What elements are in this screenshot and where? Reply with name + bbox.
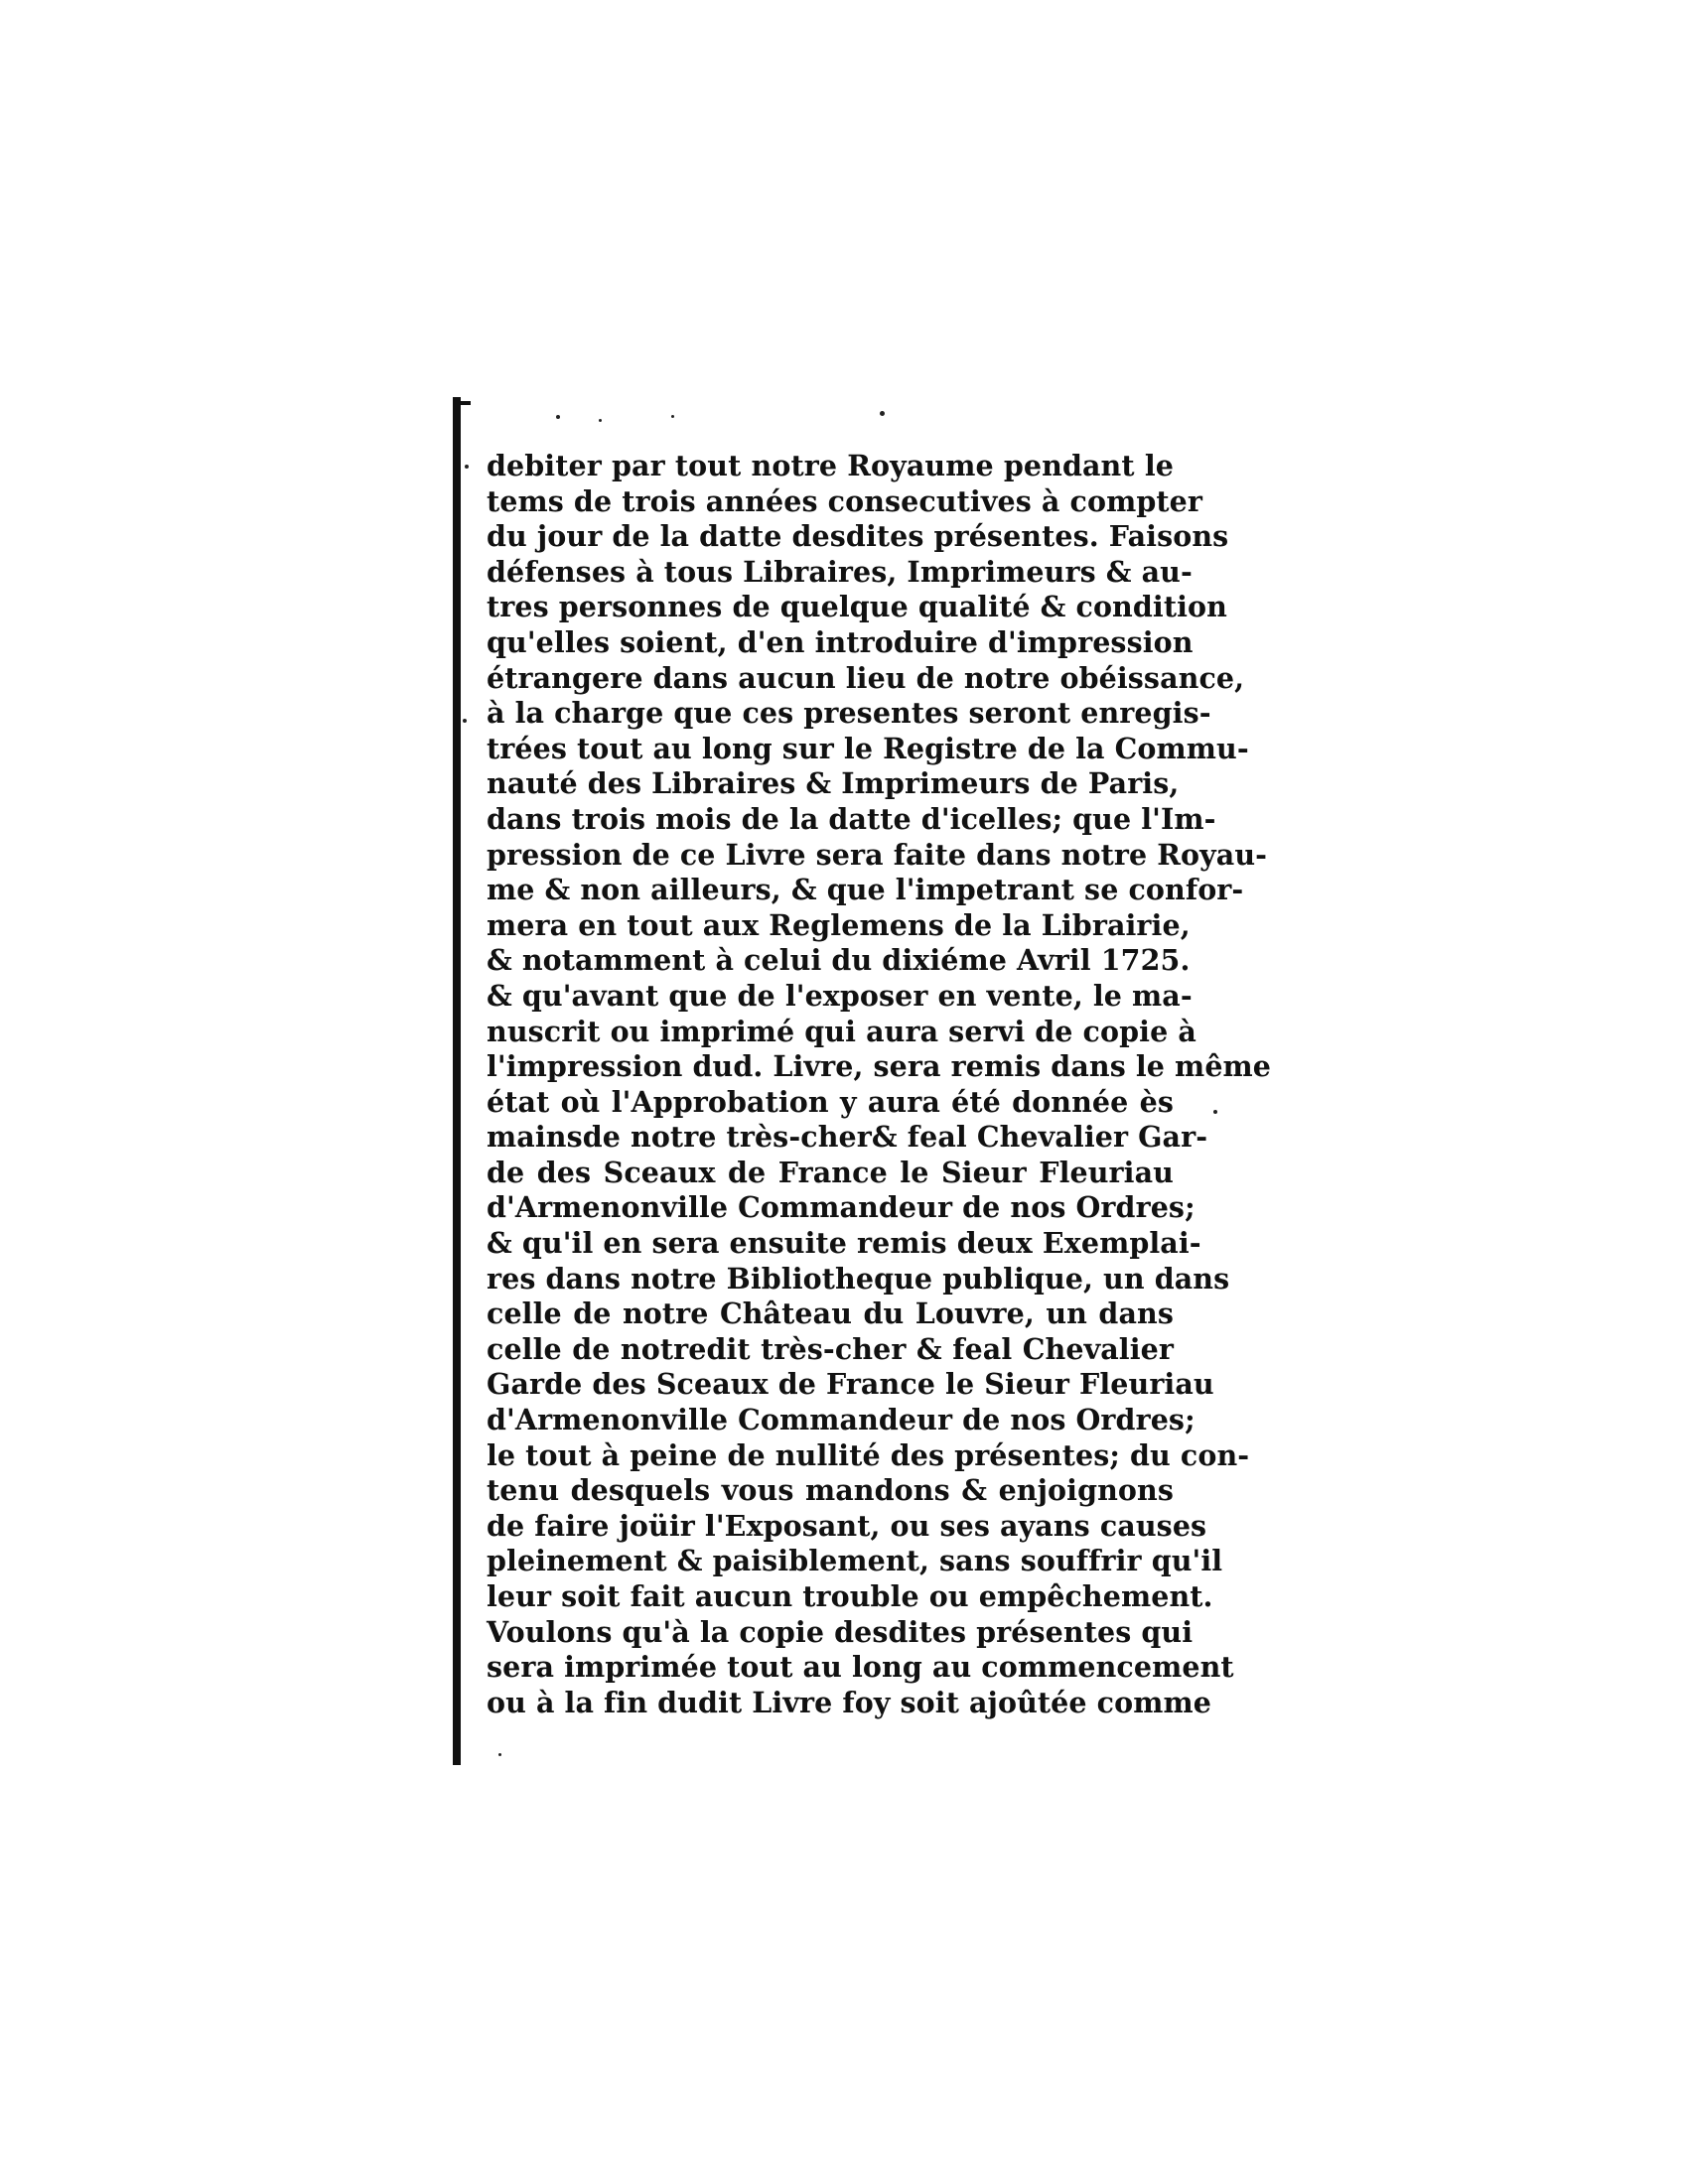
text-line: défenses à tous Libraires, Imprimeurs & au- — [487, 554, 1193, 589]
text-line: pleinement & paisiblement, sans souffrir qu'il — [487, 1544, 1223, 1578]
text-line: celle de notredit très-cher & feal Chevalier — [487, 1331, 1174, 1366]
speck — [1213, 1110, 1217, 1114]
text-line: d'Armenonville Commandeur de nos Ordres; — [487, 1190, 1196, 1225]
text-line: nuscrit ou imprimé qui aura servi de copie à — [487, 1014, 1196, 1048]
text-line: qu'elles soient, d'en introduire d'impression — [487, 624, 1194, 659]
text-line: sera imprimée tout au long au commencement — [487, 1650, 1234, 1685]
speck — [880, 411, 885, 416]
text-line: étrangere dans aucun lieu de notre obéissance, — [487, 660, 1245, 695]
speck — [556, 415, 560, 419]
text-line: pression de ce Livre sera faite dans notre Royau- — [487, 837, 1268, 872]
text-line: Voulons qu'à la copie desdites présentes qui — [487, 1614, 1194, 1649]
text-line: état où l'Approbation y aura été donnée ès — [487, 1084, 1174, 1119]
text-line: d'Armenonville Commandeur de nos Ordres; — [487, 1403, 1196, 1437]
speck — [671, 415, 674, 418]
text-line: & qu'il en sera ensuite remis deux Exemplai- — [487, 1226, 1201, 1261]
text-line: du jour de la datte desdites présentes. Faisons — [487, 519, 1229, 554]
text-line: & notamment à celui du dixiéme Avril 1725. — [487, 943, 1191, 978]
text-line: Garde des Sceaux de France le Sieur Fleuriau — [487, 1367, 1214, 1402]
text-line: debiter par tout notre Royaume pendant le — [487, 449, 1174, 482]
text-line: tenu desquels vous mandons & enjoignons — [487, 1473, 1174, 1508]
speck — [463, 719, 467, 723]
text-line: le tout à peine de nullité des présentes; du con- — [487, 1437, 1250, 1472]
text-line: & qu'avant que de l'exposer en vente, le ma- — [487, 978, 1193, 1013]
text-line: de des Sceaux de France le Sieur Fleuriau — [487, 1155, 1174, 1189]
text-line: mainsde notre très-cher& feal Chevalier Gar- — [487, 1120, 1208, 1155]
text-line: celle de notre Château du Louvre, un dans — [487, 1297, 1174, 1331]
text-line: tems de trois années consecutives à compter — [487, 483, 1202, 518]
text-line: dans trois mois de la datte d'icelles; que l'Im- — [487, 801, 1216, 836]
speck — [498, 1753, 501, 1756]
text-line: ou à la fin dudit Livre foy soit ajoûtée comme — [487, 1685, 1211, 1719]
gutter-rule — [453, 397, 461, 1765]
body-text — [487, 449, 1272, 1720]
text-line: de faire joüir l'Exposant, ou ses ayans causes — [487, 1508, 1207, 1543]
speck — [599, 419, 602, 422]
text-line: nauté des Libraires & Imprimeurs de Paris, — [487, 766, 1180, 801]
text-line: l'impression dud. Livre, sera remis dans le même — [487, 1049, 1272, 1084]
text-line: mera en tout aux Reglemens de la Librairie, — [487, 907, 1191, 942]
text-line: trées tout au long sur le Registre de la Commu- — [487, 731, 1249, 765]
gutter-mark — [459, 401, 471, 405]
text-line: à la charge que ces presentes seront enregis- — [487, 696, 1211, 731]
text-line: tres personnes de quelque qualité & condition — [487, 590, 1227, 624]
text-line: me & non ailleurs, & que l'impetrant se confor- — [487, 873, 1244, 907]
speck — [465, 465, 469, 469]
text-line: res dans notre Bibliotheque publique, un dans — [487, 1261, 1230, 1296]
text-line: leur soit fait aucun trouble ou empêchement. — [487, 1579, 1213, 1613]
